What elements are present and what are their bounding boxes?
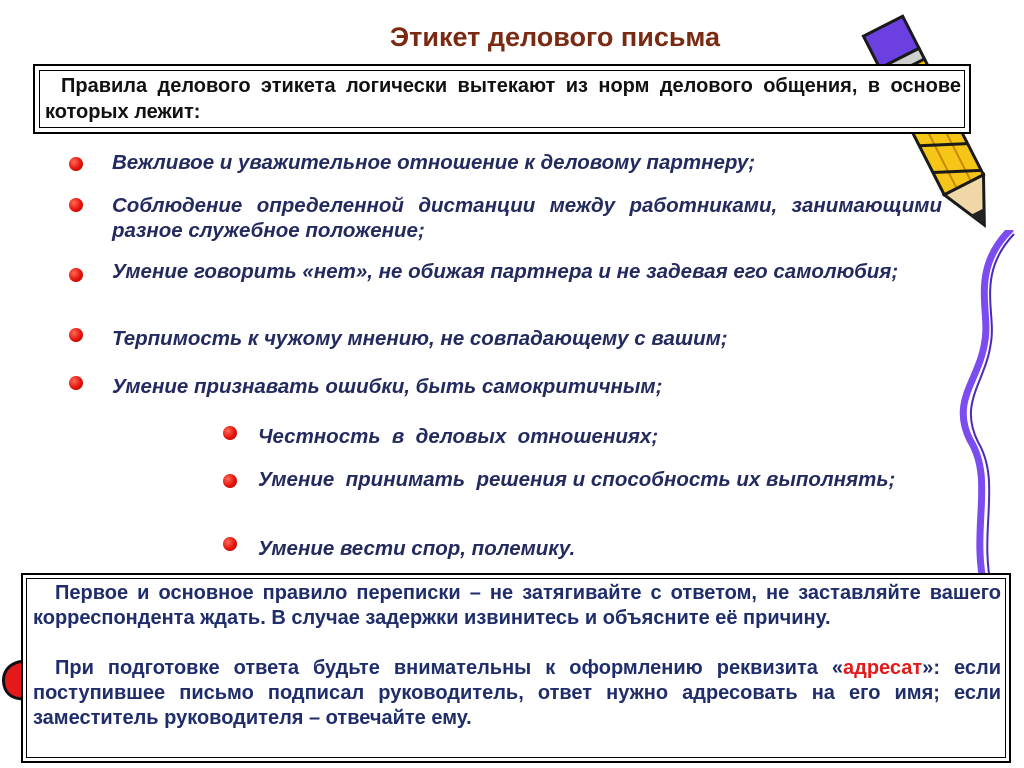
bullet-dot-icon xyxy=(223,474,237,488)
intro-text: Правила делового этикета логически вытекают из норм делового общения, в основе которых лежит: xyxy=(45,75,961,123)
list-item: Умение говорить «нет», не обижая партнера и не задевая его самолюбия; xyxy=(112,260,899,283)
intro-box xyxy=(33,64,971,134)
list-item: Честность в деловых отношениях; xyxy=(258,425,659,448)
bullet-dot-icon xyxy=(223,426,237,440)
bullet-dot-icon xyxy=(69,376,83,390)
rule-text-start: При подготовке ответа будьте внимательны к оформлению реквизита « xyxy=(55,657,844,679)
bullet-dot-icon xyxy=(69,268,83,282)
rule-text-end: »: если поступившее письмо подписал руководитель, ответ нужно адресовать на его имя; если заместитель руководителя – отвечайте ему. xyxy=(33,657,1001,729)
ribbon-icon xyxy=(940,230,1024,590)
bullet-dot-icon xyxy=(69,198,83,212)
highlight-addressee: адресат xyxy=(843,657,923,679)
list-item: Умение принимать решения и способность их выполнять; xyxy=(258,468,896,491)
list-item: Соблюдение определенной дистанции между работниками, занимающими разное служебное положение; xyxy=(112,194,942,242)
bullet-dot-icon xyxy=(69,328,83,342)
list-item: Умение вести спор, полемику. xyxy=(258,537,576,560)
rule-paragraph-1: Первое и основное правило переписки – не затягивайте с ответом, не заставляйте вашего корреспондента ждать. В случае задержки извинитесь и объясните её причину. xyxy=(33,582,1001,629)
list-item: Терпимость к чужому мнению, не совпадающему с вашим; xyxy=(112,327,728,350)
rule-paragraph-2 xyxy=(33,656,1001,731)
rule-box xyxy=(21,573,1011,763)
bullet-dot-icon xyxy=(223,537,237,551)
page-title: Этикет делового письма xyxy=(389,22,721,52)
bullet-dot-icon xyxy=(69,157,83,171)
list-item: Умение признавать ошибки, быть самокритичным; xyxy=(112,375,663,398)
list-item: Вежливое и уважительное отношение к деловому партнеру; xyxy=(112,151,756,174)
